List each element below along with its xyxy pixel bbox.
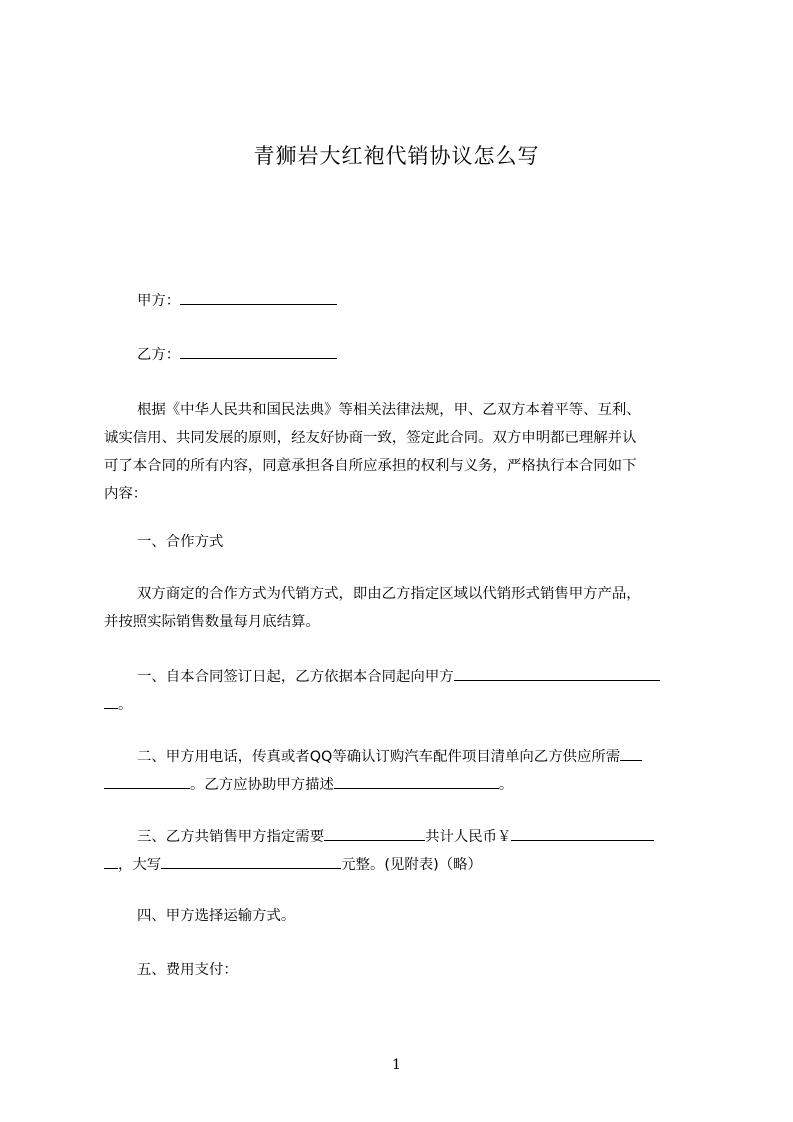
intro-line-1: 根据《中华人民共和国民法典》等相关法律法规，甲、乙双方本着平等、互利、: [137, 402, 641, 418]
clause-5-text: 五、费用支付：: [137, 962, 238, 978]
clause-3: [104, 822, 704, 878]
party-a-line: [104, 286, 737, 314]
cooperation-line-1: 双方商定的合作方式为代销方式，即由乙方指定区域以代销形式销售甲方产品，: [137, 586, 641, 602]
clause-1-text: 一、自本合同签订日起，乙方依据本合同起向甲方: [137, 669, 454, 685]
clause-3-qty-blank: [324, 822, 425, 841]
clause-2-blank-1: [620, 742, 642, 761]
clause-2-end: 。: [498, 777, 514, 793]
clause-3-text: 三、乙方共销售甲方指定需要: [137, 829, 325, 845]
intro-line-3: 可了本合同的所有内容，同意承担各自所应承担的权利与义务，严格执行本合同如下: [104, 458, 637, 474]
clause-1: [104, 662, 704, 718]
party-b-blank: [180, 340, 337, 359]
section-1-heading: [104, 528, 737, 556]
cooperation-paragraph: [104, 580, 704, 636]
clause-2-text: 二、甲方用电话，传真或者QQ等确认订购汽车配件项目清单向乙方供应所需: [137, 749, 621, 765]
clause-1-blank-cont: [104, 690, 118, 709]
document-title: 青狮岩大红袍代销协议怎么写: [253, 144, 540, 168]
clause-1-end: 。: [118, 697, 133, 713]
clause-5: [104, 956, 737, 984]
intro-line-4: 内容：: [104, 486, 148, 502]
clause-3-amount-blank: [511, 822, 654, 841]
clause-3-amount-label: 共计人民币￥: [425, 829, 512, 845]
section-1-heading-text: 一、合作方式: [137, 534, 224, 550]
intro-line-2: 诚实信用、共同发展的原则，经友好协商一致，签定此合同。双方申明都已理解并认: [104, 430, 637, 446]
clause-3-amount-blank-cont: [104, 850, 118, 869]
clause-4-text: 四、甲方选择运输方式。: [137, 908, 296, 924]
cooperation-line-2: 并按照实际销售数量每月底结算。: [104, 614, 320, 630]
page-number: 1: [392, 1057, 401, 1073]
clause-3-end: 元整。(见附表)（略）: [341, 857, 482, 873]
party-a-label: 甲方：: [137, 293, 181, 309]
party-b-label: 乙方：: [137, 347, 181, 363]
clause-2-blank-2: [334, 770, 499, 789]
clause-3-capital-blank: [161, 850, 341, 869]
party-b-line: [104, 340, 737, 368]
clause-2-text-2: 。乙方应协助甲方描述: [190, 777, 334, 793]
clause-3-capital-label: ，大写: [118, 857, 162, 873]
clause-2: [104, 742, 704, 798]
party-a-blank: [180, 286, 337, 305]
clause-2-blank-1-cont: [104, 770, 190, 789]
intro-paragraph: [104, 396, 704, 508]
clause-1-blank: [454, 662, 660, 681]
clause-4: [104, 902, 737, 930]
